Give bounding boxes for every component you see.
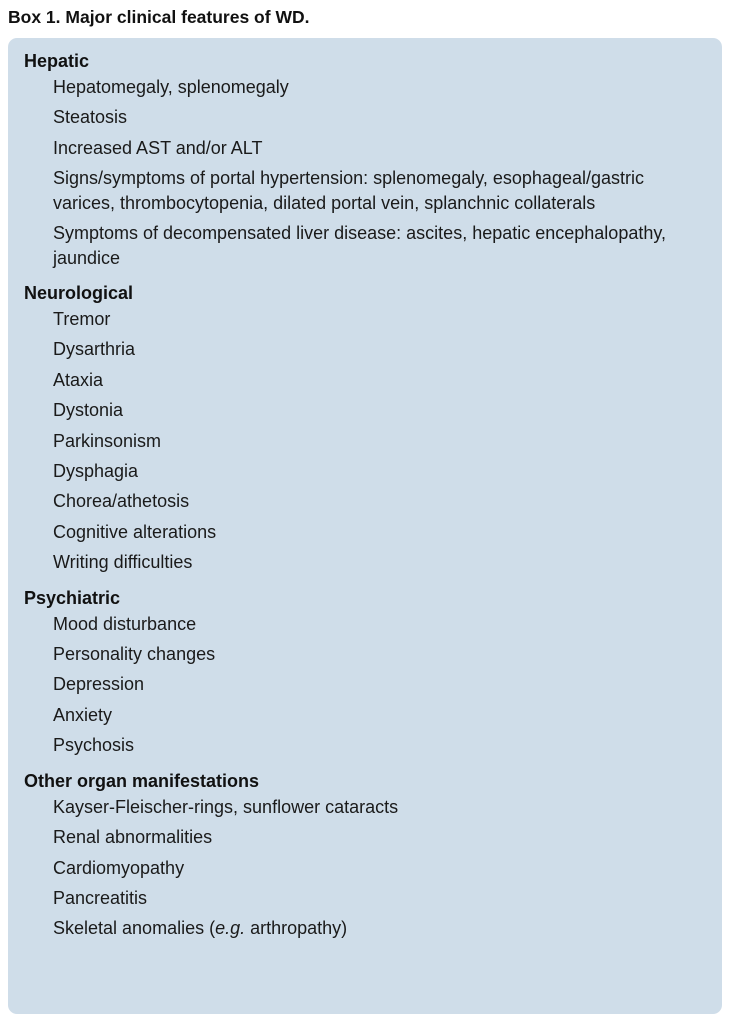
list-item: Hepatomegaly, splenomegaly	[53, 77, 289, 97]
item-list	[24, 795, 706, 941]
list-item: Mood disturbance	[53, 613, 197, 634]
list-item: Renal abnormalities	[53, 827, 213, 848]
section-hepatic	[24, 49, 706, 270]
list-item: Depression	[53, 674, 145, 695]
list-item: Tremor	[53, 309, 111, 330]
item-list	[24, 75, 706, 270]
list-item: Parkinsonism	[53, 430, 162, 451]
list-item: Pancreatitis	[53, 887, 148, 908]
list-item: Personality changes	[53, 644, 216, 665]
section-psychiatric	[24, 586, 706, 758]
list-item: Steatosis	[53, 107, 128, 128]
list-item	[53, 916, 706, 941]
list-item: Symptoms of decompensated liver disease: ascites, hepatic encephalopathy, jaundice	[53, 223, 667, 268]
list-item: Signs/symptoms of portal hypertension: splenomegaly, esophageal/gastric varices, thrombocytopenia, dilated portal vein, splanchnic collaterals	[53, 168, 644, 213]
section-heading: Neurological	[24, 283, 134, 304]
item-list	[24, 307, 706, 575]
section-heading: Hepatic	[24, 51, 90, 71]
section-neurological	[24, 281, 706, 575]
item-text-before: Skeletal anomalies (	[53, 918, 216, 939]
item-list	[24, 612, 706, 758]
list-item: Dysarthria	[53, 339, 136, 360]
box-panel	[8, 38, 722, 1014]
list-item: Dysphagia	[53, 461, 139, 482]
item-text-after: arthropathy)	[245, 918, 348, 939]
list-item: Psychosis	[53, 735, 135, 756]
list-item: Cardiomyopathy	[53, 857, 185, 878]
list-item: Anxiety	[53, 704, 113, 725]
list-item: Kayser-Fleischer-rings, sunflower cataracts	[53, 796, 399, 817]
list-item: Increased AST and/or ALT	[53, 137, 263, 158]
box-title: Box 1. Major clinical features of WD.	[8, 7, 310, 27]
section-heading: Other organ manifestations	[24, 770, 260, 791]
item-text-italic: e.g.	[215, 918, 246, 939]
list-item: Chorea/athetosis	[53, 491, 190, 512]
list-item: Ataxia	[53, 369, 104, 390]
section-heading: Psychiatric	[24, 587, 121, 608]
section-other-organ-manifestations	[24, 769, 706, 941]
list-item: Cognitive alterations	[53, 521, 217, 542]
list-item: Dystonia	[53, 400, 124, 421]
list-item: Writing difficulties	[53, 552, 193, 573]
